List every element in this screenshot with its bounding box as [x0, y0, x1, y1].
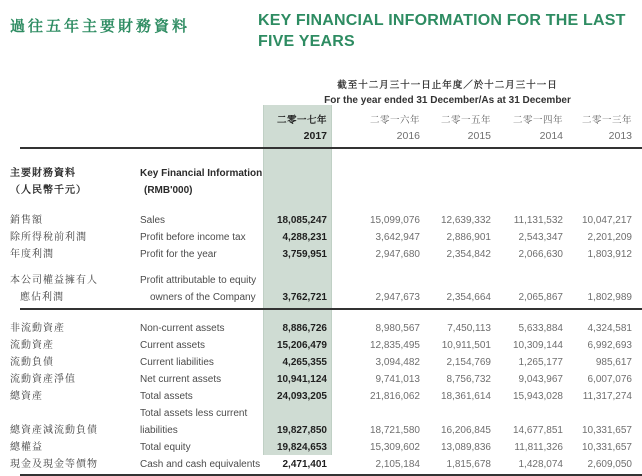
page-title-en: KEY FINANCIAL INFORMATION FOR THE LAST FIVE YEARS: [258, 12, 626, 50]
table-row: [10, 405, 632, 439]
cell-2015: 7,450,113: [447, 323, 491, 334]
row-label-zh-line: 總權益: [10, 442, 43, 453]
row-label-en-line: Profit before income tax: [140, 232, 246, 243]
cell-2015: 18,361,614: [440, 391, 491, 402]
row-label-en-line: Total assets: [140, 391, 193, 402]
row-label-zh: [10, 272, 140, 306]
rule-under-years: [20, 147, 642, 149]
row-label-en: [140, 320, 263, 337]
cell-2013: 1,803,912: [587, 249, 632, 260]
table-row: [10, 272, 632, 306]
cell-2017: 18,085,247: [276, 215, 327, 226]
row-label-zh: [10, 246, 140, 263]
row-label-zh: [10, 439, 140, 456]
cell-2015: 13,089,836: [440, 442, 491, 453]
row-label-en: [140, 371, 263, 388]
cell-2017: 2,471,401: [282, 459, 327, 470]
cell-2015: 10,911,501: [441, 340, 491, 351]
row-label-en-line: Current liabilities: [140, 357, 214, 368]
row-header-zh-line2: （人民幣千元）: [10, 185, 87, 196]
year-header-2013: 2013: [608, 130, 632, 142]
page-title-zh: 過往五年主要財務資料: [10, 18, 191, 35]
row-label-zh-line: 總資產減流動負債: [10, 425, 98, 436]
cell-2015: 8,756,732: [446, 374, 491, 385]
cell-2017: 19,824,653: [276, 442, 327, 453]
table-row: [10, 337, 632, 354]
row-label-en: [140, 246, 263, 263]
row-label-en: [140, 439, 263, 456]
table-row: [10, 320, 632, 337]
year-header-zh-2016: 二零一六年: [369, 115, 420, 126]
row-header-en-line2: (RMB'000): [144, 185, 193, 196]
cell-2017: 3,759,951: [282, 249, 327, 260]
row-label-zh-line: 現金及現金等價物: [10, 459, 98, 470]
table-row: [10, 354, 632, 371]
row-label-zh: [10, 354, 140, 371]
year-header-zh-2013: 二零一三年: [581, 115, 632, 126]
cell-2013: 10,331,657: [581, 425, 632, 436]
row-label-en: [140, 229, 263, 246]
cell-2017: 3,762,721: [282, 292, 327, 303]
cell-2017: 15,206,479: [276, 340, 327, 351]
row-label-en-line: Cash and cash equivalents: [140, 459, 261, 470]
period-header-zh: 截至十二月三十一日止年度／於十二月三十一日: [337, 80, 558, 91]
row-label-zh: [10, 320, 140, 337]
row-header-zh-line1: 主要財務資料: [10, 168, 76, 179]
five-year-summary-table: [0, 113, 632, 476]
row-label-zh-line: 銷售額: [10, 215, 43, 226]
table-row: [10, 212, 632, 229]
row-label-en-line: Current assets: [140, 340, 206, 351]
table-row: [10, 371, 632, 388]
row-label-zh: [10, 388, 140, 405]
year-header-zh-row: [10, 113, 632, 128]
row-label-zh: [10, 212, 140, 229]
cell-2015: 12,639,332: [440, 215, 491, 226]
table-row: [10, 439, 632, 456]
cell-2016: 3,642,947: [375, 232, 420, 243]
year-header-2014: 2014: [539, 130, 563, 142]
row-label-zh: [10, 422, 140, 439]
cell-2017: 10,941,124: [276, 374, 327, 385]
row-label-zh-line: 流動資產淨值: [10, 374, 76, 385]
row-label-en: [140, 212, 263, 229]
cell-2016: 15,309,602: [369, 442, 420, 453]
cell-2016: 15,099,076: [369, 215, 420, 226]
cell-2015: 2,154,769: [446, 357, 491, 368]
year-header-num-row: [10, 128, 632, 145]
cell-2014: 10,309,144: [512, 340, 563, 351]
row-label-en-line: Total assets less current liabilities: [140, 408, 248, 436]
period-header-en: For the year ended 31 December/As at 31 December: [324, 95, 571, 106]
row-label-en: [140, 456, 263, 473]
row-label-en-line: Profit attributable to equity: [140, 275, 257, 286]
cell-2013: 6,007,076: [587, 374, 632, 385]
table-row: [10, 229, 632, 246]
cell-2013: 1,802,989: [587, 292, 632, 303]
cell-2013: 2,609,050: [587, 459, 632, 470]
table-row: [10, 456, 632, 473]
row-label-zh-line: 非流動資產: [10, 323, 65, 334]
cell-2017: 4,288,231: [282, 232, 327, 243]
cell-2015: 2,354,842: [446, 249, 491, 260]
year-header-2015: 2015: [467, 130, 491, 142]
row-label-zh-line: 除所得稅前利潤: [10, 232, 87, 243]
cell-2013: 11,317,274: [582, 391, 632, 402]
row-header-en-line1: Key Financial Information: [140, 168, 263, 179]
cell-2015: 16,206,845: [440, 425, 491, 436]
page-header: [0, 0, 640, 52]
cell-2014: 5,633,884: [518, 323, 563, 334]
cell-2014: 1,265,177: [518, 357, 563, 368]
row-label-en-line: owners of the Company: [150, 292, 256, 303]
year-header-2017: 2017: [303, 130, 327, 142]
row-label-zh: [10, 229, 140, 246]
cell-2017: 4,265,355: [282, 357, 327, 368]
table-row: [10, 246, 632, 263]
cell-2013: 2,201,209: [587, 232, 632, 243]
row-label-en: [140, 354, 263, 371]
cell-2017: 24,093,205: [276, 391, 327, 402]
cell-2013: 985,617: [595, 357, 632, 368]
row-label-en: [140, 405, 263, 439]
cell-2016: 2,947,680: [375, 249, 420, 260]
cell-2014: 14,677,851: [512, 425, 563, 436]
cell-2016: 9,741,013: [375, 374, 420, 385]
cell-2016: 18,721,580: [369, 425, 420, 436]
cell-2014: 9,043,967: [518, 374, 563, 385]
cell-2014: 2,066,630: [518, 249, 563, 260]
row-label-en: [140, 337, 263, 354]
cell-2013: 6,992,693: [587, 340, 632, 351]
cell-2013: 10,331,657: [581, 442, 632, 453]
year-header-zh-2015: 二零一五年: [440, 115, 491, 126]
row-label-zh-line: 年度利潤: [10, 249, 54, 260]
year-header-2016: 2016: [396, 130, 420, 142]
cell-2016: 12,835,495: [369, 340, 420, 351]
cell-2016: 21,816,062: [369, 391, 420, 402]
cell-2016: 3,094,482: [375, 357, 420, 368]
cell-2015: 1,815,678: [446, 459, 491, 470]
row-label-en-line: Non-current assets: [140, 323, 225, 334]
row-label-en-line: Sales: [140, 215, 166, 226]
cell-2016: 8,980,567: [375, 323, 420, 334]
cell-2015: 2,354,664: [446, 292, 491, 303]
row-label-en-line: Net current assets: [140, 374, 222, 385]
row-label-en-line: Total equity: [140, 442, 191, 453]
cell-2017: 8,886,726: [282, 323, 327, 334]
cell-2016: 2,105,184: [375, 459, 420, 470]
year-header-zh-2014: 二零一四年: [512, 115, 563, 126]
row-label-zh-line: 流動資產: [10, 340, 54, 351]
balance-sheet-section: [10, 320, 632, 473]
row-label-en: [140, 272, 263, 306]
cell-2014: 2,065,867: [518, 292, 563, 303]
table-row: [10, 388, 632, 405]
cell-2015: 2,886,901: [446, 232, 491, 243]
period-header: [263, 77, 632, 106]
cell-2013: 10,047,217: [581, 215, 632, 226]
row-label-zh-line: 應佔利潤: [20, 292, 64, 303]
cell-2017: 19,827,850: [276, 425, 327, 436]
cell-2014: 11,131,532: [513, 215, 563, 226]
row-label-en-line: Profit for the year: [140, 249, 217, 260]
rule-mid-section: [20, 308, 642, 310]
row-label-zh-line: 本公司權益擁有人: [10, 275, 98, 286]
income-statement-section: [10, 212, 632, 306]
cell-2014: 11,811,326: [514, 442, 563, 453]
cell-2016: 2,947,673: [375, 292, 420, 303]
row-label-zh: [10, 456, 140, 473]
row-label-zh: [10, 371, 140, 388]
table-row-header: [10, 165, 632, 199]
cell-2014: 2,543,347: [518, 232, 563, 243]
year-column-headers: [10, 113, 632, 145]
row-label-zh: [10, 337, 140, 354]
cell-2014: 1,428,074: [518, 459, 563, 470]
year-header-zh-2017: 二零一七年: [276, 115, 327, 126]
row-label-zh-line: 總資產: [10, 391, 43, 402]
cell-2014: 15,943,028: [512, 391, 563, 402]
row-label-zh-line: 流動負債: [10, 357, 54, 368]
row-label-en: [140, 388, 263, 405]
cell-2013: 4,324,581: [587, 323, 632, 334]
